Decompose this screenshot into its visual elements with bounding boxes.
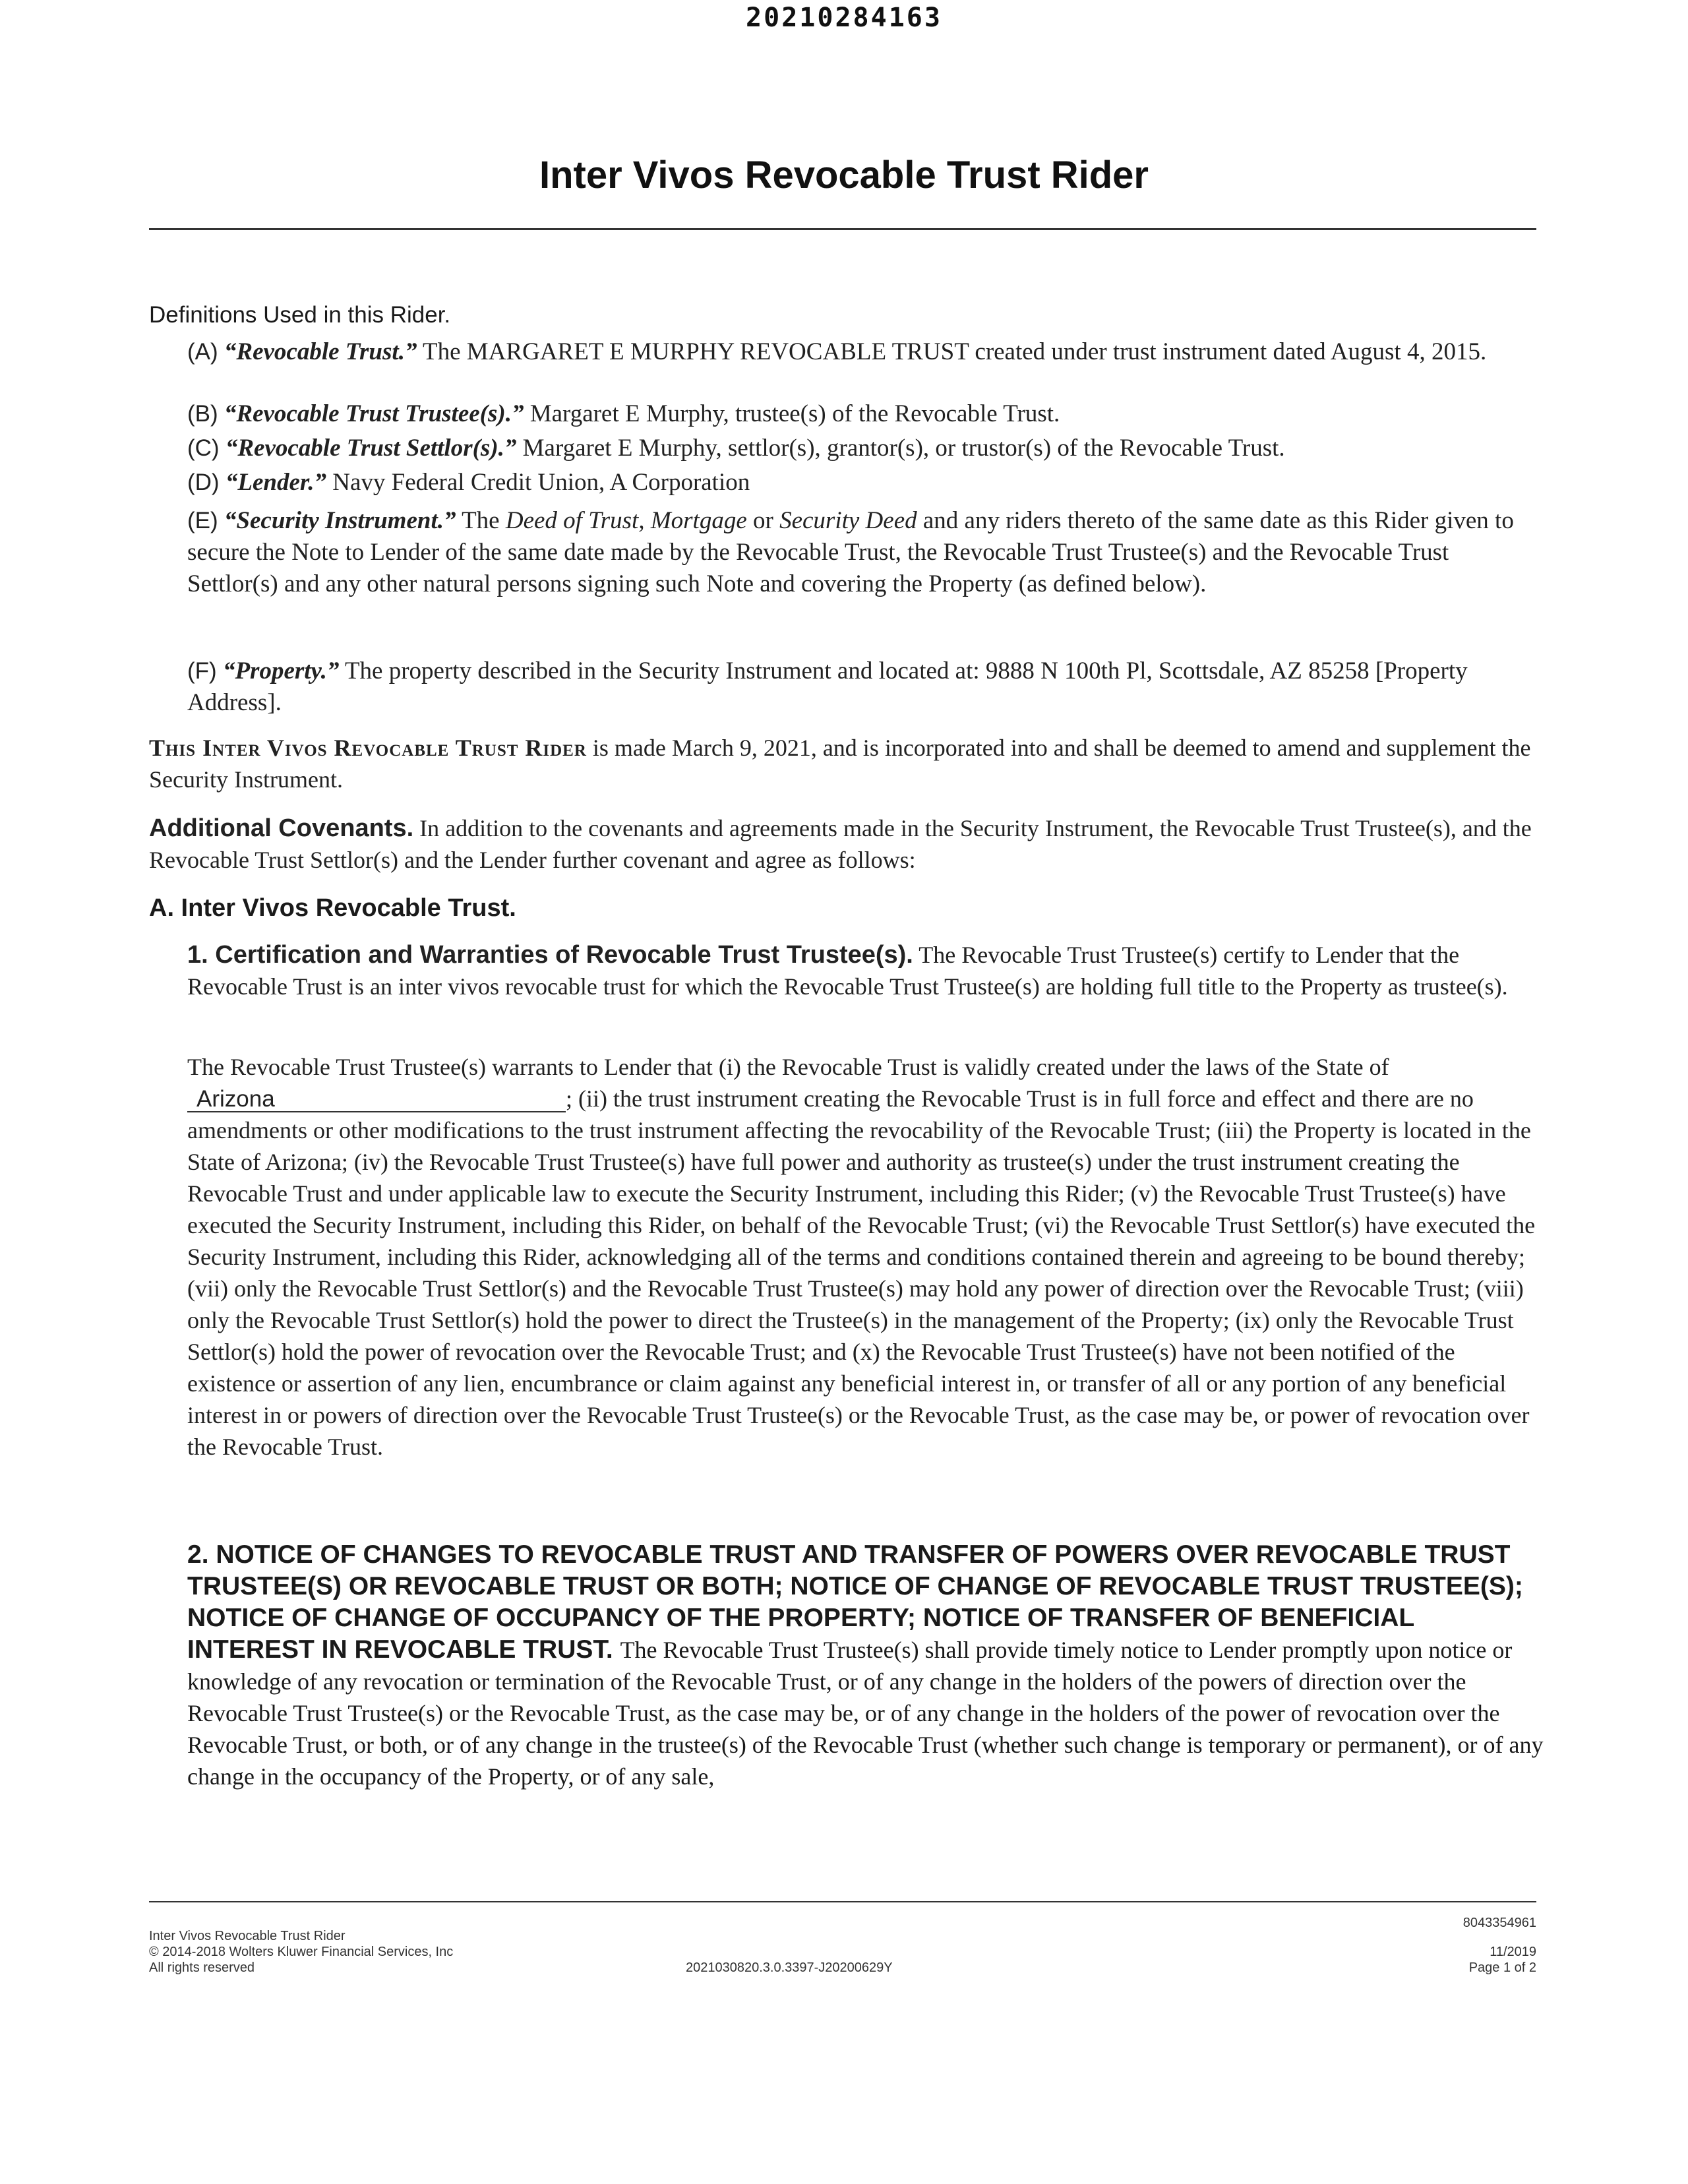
state-field: Arizona xyxy=(187,1087,566,1112)
footer-form-name: Inter Vivos Revocable Trust Rider xyxy=(149,1929,346,1943)
footer-spacer xyxy=(1319,1931,1536,1944)
footer-form-id: 8043354961 xyxy=(1462,1916,1536,1930)
footer-rights: All rights reserved xyxy=(149,1960,255,1975)
definition-f: (F) “Property.” The property described in the Security Instrument and located at: 9888 N 100th Pl, Scottsdale, AZ 85258 [Property Address]. xyxy=(187,657,1468,716)
footer-right xyxy=(1319,1915,1536,1976)
definition-e: (E) “Security Instrument.” The Deed of Trust, Mortgage or Security Deed and any riders thereto of the same date as this Rider given to secure the Note to Lender of the same date made by the Revocable Trust, the Revocable Trust Trustee(s) and the Revocable Trust Settlor(s) and any other natural persons signing such Note and covering the Property (as defined below). xyxy=(187,507,1514,597)
footer-left xyxy=(149,1928,545,1976)
item-2-notice: 2. NOTICE OF CHANGES TO REVOCABLE TRUST AND TRANSFER OF POWERS OVER REVOCABLE TRUST TRUSTEE(S) OR REVOCABLE TRUST OR BOTH; NOTICE OF CHANGE OF REVOCABLE TRUST TRUSTEE(S); NOTICE OF CHANGE OF OCCUPANCY OF THE PROPERTY; NOTICE OF TRANSFER OF BENEFICIAL INTEREST IN REVOCABLE TRUST. The Revocable Trust Trustee(s) shall provide timely notice to Lender promptly upon notice or knowledge of any revocation or termination of the Revocable Trust, or of any change in the holders of the powers of direction over the Revocable Trust Trustee(s) or the Revocable Trust, as the case may be, or of any change in the holders of the power of revocation over the Revocable Trust, or both, or of any change in the trustee(s) of the Revocable Trust (whether such change is temporary or permanent), or of any change in the occupancy of the Property, or of any sale, xyxy=(187,1540,1544,1790)
rider-intro: This Inter Vivos Revocable Trust Rider is made March 9, 2021, and is incorporated into and shall be deemed to amend and supplement the Security Instrument. xyxy=(149,735,1531,793)
footer-divider xyxy=(149,1901,1536,1902)
definition-c: (C) “Revocable Trust Settlor(s).” Margaret E Murphy, settlor(s), grantor(s), or trustor(s) of the Revocable Trust. xyxy=(187,435,1285,462)
recording-number: 20210284163 xyxy=(746,3,942,33)
footer-date: 11/2019 xyxy=(1490,1945,1536,1959)
additional-covenants: Additional Covenants. In addition to the covenants and agreements made in the Security Instrument, the Revocable Trust Trustee(s), and the Revocable Trust Settlor(s) and the Lender further covenant and agree as follows: xyxy=(149,814,1532,873)
definition-b: (B) “Revocable Trust Trustee(s).” Margaret E Murphy, trustee(s) of the Revocable Trust. xyxy=(187,400,1060,427)
section-a-heading: A. Inter Vivos Revocable Trust. xyxy=(149,894,516,922)
document-title: Inter Vivos Revocable Trust Rider xyxy=(539,154,1149,197)
footer-copyright: © 2014-2018 Wolters Kluwer Financial Services, Inc xyxy=(149,1945,454,1959)
item-1-certification: 1. Certification and Warranties of Revocable Trust Trustee(s). The Revocable Trust Trustee(s) certify to Lender that the Revocable Trust is an inter vivos revocable trust for which the Revocable Trust Trustee(s) are holding full title to the Property as trustee(s). xyxy=(187,941,1508,1000)
definitions-heading: Definitions Used in this Rider. xyxy=(149,302,451,328)
definition-d: (D) “Lender.” Navy Federal Credit Union, A Corporation xyxy=(187,469,750,496)
footer-page-number: Page 1 of 2 xyxy=(1468,1960,1536,1975)
footer-center-code: 2021030820.3.0.3397-J20200629Y xyxy=(686,1960,893,1975)
definition-a: (A) “Revocable Trust.” The MARGARET E MURPHY REVOCABLE TRUST created under trust instrument dated August 4, 2015. xyxy=(187,338,1487,365)
title-divider xyxy=(149,228,1536,230)
item-1-warranties: The Revocable Trust Trustee(s) warrants to Lender that (i) the Revocable Trust is validly created under the laws of the State of Arizona ; (ii) the trust instrument creating the Revocable Trust is in full force and effect and there are no amendments or other modifications to the trust instrument affecting the revocability of the Revocable Trust; (iii) the Property is located in the State of Arizona; (iv) the Revocable Trust Trustee(s) have full power and authority as trustee(s) under the trust instrument creating the Revocable Trust and under applicable law to execute the Security Instrument, including this Rider; (v) the Revocable Trust Trustee(s) have executed the Security Instrument, including this Rider, on behalf of the Revocable Trust; (vi) the Revocable Trust Settlor(s) have executed the Security Instrument, including this Rider, acknowledging all of the terms and conditions contained therein and agreeing to be bound thereby; (vii) only the Revocable Trust Settlor(s) and the Revocable Trust Trustee(s) may hold any power of direction over the Revocable Trust; (viii) only the Revocable Trust Settlor(s) hold the power to direct the Trustee(s) in the management of the Property; (ix) only the Revocable Trust Settlor(s) hold the power of revocation over the Revocable Trust; and (x) the Revocable Trust Trustee(s) have not been notified of the existence or assertion of any lien, encumbrance or claim against any beneficial interest in, or transfer of all or any portion of any beneficial interest in or powers of direction over the Revocable Trust Trustee(s) or the Revocable Trust, as the case may be, or power of revocation over the Revocable Trust. xyxy=(187,1054,1536,1460)
